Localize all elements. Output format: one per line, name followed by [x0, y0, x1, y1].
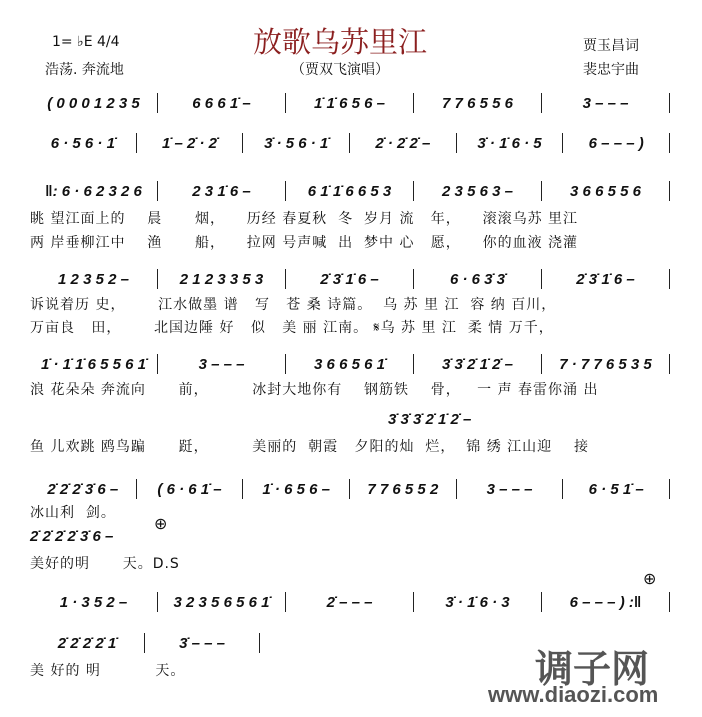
barline [669, 592, 670, 612]
lyric-line: 美好的明 天。D.S [30, 556, 180, 572]
barline [259, 633, 260, 653]
measure: 7 7 6 5 5 2 [367, 480, 439, 498]
measure: 1̇ · 1̇ 1̇ 6 5 5 6 1̇ [40, 355, 147, 373]
measure: 6 1̇ 1̇ 6 6 5 3 [307, 182, 392, 200]
page-title: 放歌乌苏里江 [252, 25, 427, 59]
measure: 3 2 3 5 6 5 6 1̇ [173, 593, 270, 611]
measure: 2̇ 3̇ 1̇ 6 – [320, 270, 379, 288]
measure: 1̇ – 2̇ · 2̇ [161, 134, 218, 152]
measure: 1 · 3 5 2 – [59, 593, 128, 611]
coda-icon: ⊕ [154, 514, 168, 533]
barline [669, 181, 670, 201]
lyricist: 贾玉昌词 [583, 38, 639, 54]
measure: 2̇ – – – [326, 593, 373, 611]
notation-row [30, 180, 670, 202]
measure: 6 · 6 3̇ 3̇ [449, 270, 506, 288]
measure: ( 0 0 0 1 2 3 5 [47, 94, 140, 112]
coda-icon: ⊕ [643, 569, 657, 588]
measure: 6 – – – ) :‖ [569, 593, 642, 611]
measure: 2̇ 3̇ 1̇ 6 – [576, 270, 635, 288]
lyric-line: 浪 花朵朵 奔流向 前， 冰封大地你有 钢筋铁 骨， 一 声 春雷你涌 出 [30, 382, 599, 398]
measure: 3 – – – [582, 94, 629, 112]
singer: （贾双飞演唱） [291, 62, 389, 78]
measure: 3 – – – [486, 480, 533, 498]
measure: 2 3 5 6 3 – [442, 182, 513, 200]
lyric-line: 诉说着历 史， 江水做墨 谱 写 苍 桑 诗篇。 乌 苏 里 江 容 纳 百川， [30, 297, 557, 313]
measure: 3̇ · 1̇ 6 · 5 [477, 134, 542, 152]
measure: 7 7 6 5 5 6 [442, 94, 513, 112]
lyric-line: 鱼 儿欢跳 鸥鸟蹁 跹， 美丽的 朝霞 夕阳的灿 烂， 锦 绣 江山迎 接 [30, 439, 589, 455]
notation-row [30, 353, 670, 375]
lyric-line: 万亩良 田， 北国边陲 好 似 美 丽 江南。 𝄋乌 苏 里 江 柔 情 万千， [30, 320, 554, 336]
final-notation [30, 632, 260, 654]
measure: 1̇ 1̇ 6 5 6 – [314, 94, 385, 112]
lyric-line: 冰山利 剑。 [30, 505, 116, 521]
notation-row [30, 132, 670, 154]
measure: 2 3 1̇ 6 – [192, 182, 251, 200]
alt-notation: 3̇ 3̇ 3̇ 2̇ 1̇ 2̇ – [388, 411, 472, 428]
measure: ‖: 6 · 6 2 3 2 6 [45, 182, 142, 200]
notation-row [30, 268, 670, 290]
measure: 3 6 6 5 6 1̇ [314, 355, 385, 373]
tempo-marking: 浩荡. 奔流地 [45, 62, 124, 78]
composer: 裴忠宇曲 [583, 62, 639, 78]
measure: 6 · 5 1̇ – [588, 480, 644, 498]
measure: 6 · 5 6 · 1̇ [50, 134, 115, 152]
measure: 6 – – – ) [588, 134, 644, 152]
measure: 1̇ · 6 5 6 – [262, 480, 330, 498]
measure: 3 – – – [198, 355, 245, 373]
barline [669, 269, 670, 289]
barline [669, 133, 670, 153]
notation-row [30, 92, 670, 114]
measure: ( 6 · 6 1̇ – [157, 480, 222, 498]
measure: 1 2 3 5 2 – [58, 270, 129, 288]
measure: 2̇ 2̇ 2̇ 2̇ 1̇ [57, 634, 117, 652]
lyric-line: 两 岸垂柳江中 渔 船， 拉网 号声喊 出 梦中 心 愿， 你的血液 浇灌 [30, 235, 579, 251]
barline [669, 93, 670, 113]
watermark-logo: 调子网 [535, 647, 650, 691]
measure: 3 6 6 5 5 6 [570, 182, 641, 200]
measure: 3̇ – – – [179, 634, 225, 652]
lyric-line: 美 好的 明 天。 [30, 663, 186, 679]
barline [669, 479, 670, 499]
measure: 2̇ · 2̇ 2̇ – [375, 134, 431, 152]
measure: 6 6 6 1̇ – [192, 94, 251, 112]
alt-notation: 2̇ 2̇ 2̇ 2̇ 3̇ 6 – [30, 528, 114, 545]
measure: 3̇ · 1̇ 6 · 3 [445, 593, 510, 611]
measure: 2̇ 2̇ 2̇ 3̇ 6 – [47, 480, 119, 498]
notation-row [30, 591, 670, 613]
barline [669, 354, 670, 374]
watermark-url: www.diaozi.com [488, 682, 659, 707]
measure: 2 1 2 3 3 5 3 [179, 270, 264, 288]
measure: 3̇ · 5 6 · 1̇ [264, 134, 329, 152]
measure: 7 · 7 7 6 5 3 5 [559, 355, 652, 373]
notation-row [30, 478, 670, 500]
measure: 3̇ 3̇ 2̇ 1̇ 2̇ – [442, 355, 513, 373]
key-signature: 1= ♭E 4/4 [52, 34, 120, 50]
lyric-line: 眺 望江面上的 晨 烟， 历经 春夏秋 冬 岁月 流 年， 滚滚乌苏 里江 [30, 211, 579, 227]
